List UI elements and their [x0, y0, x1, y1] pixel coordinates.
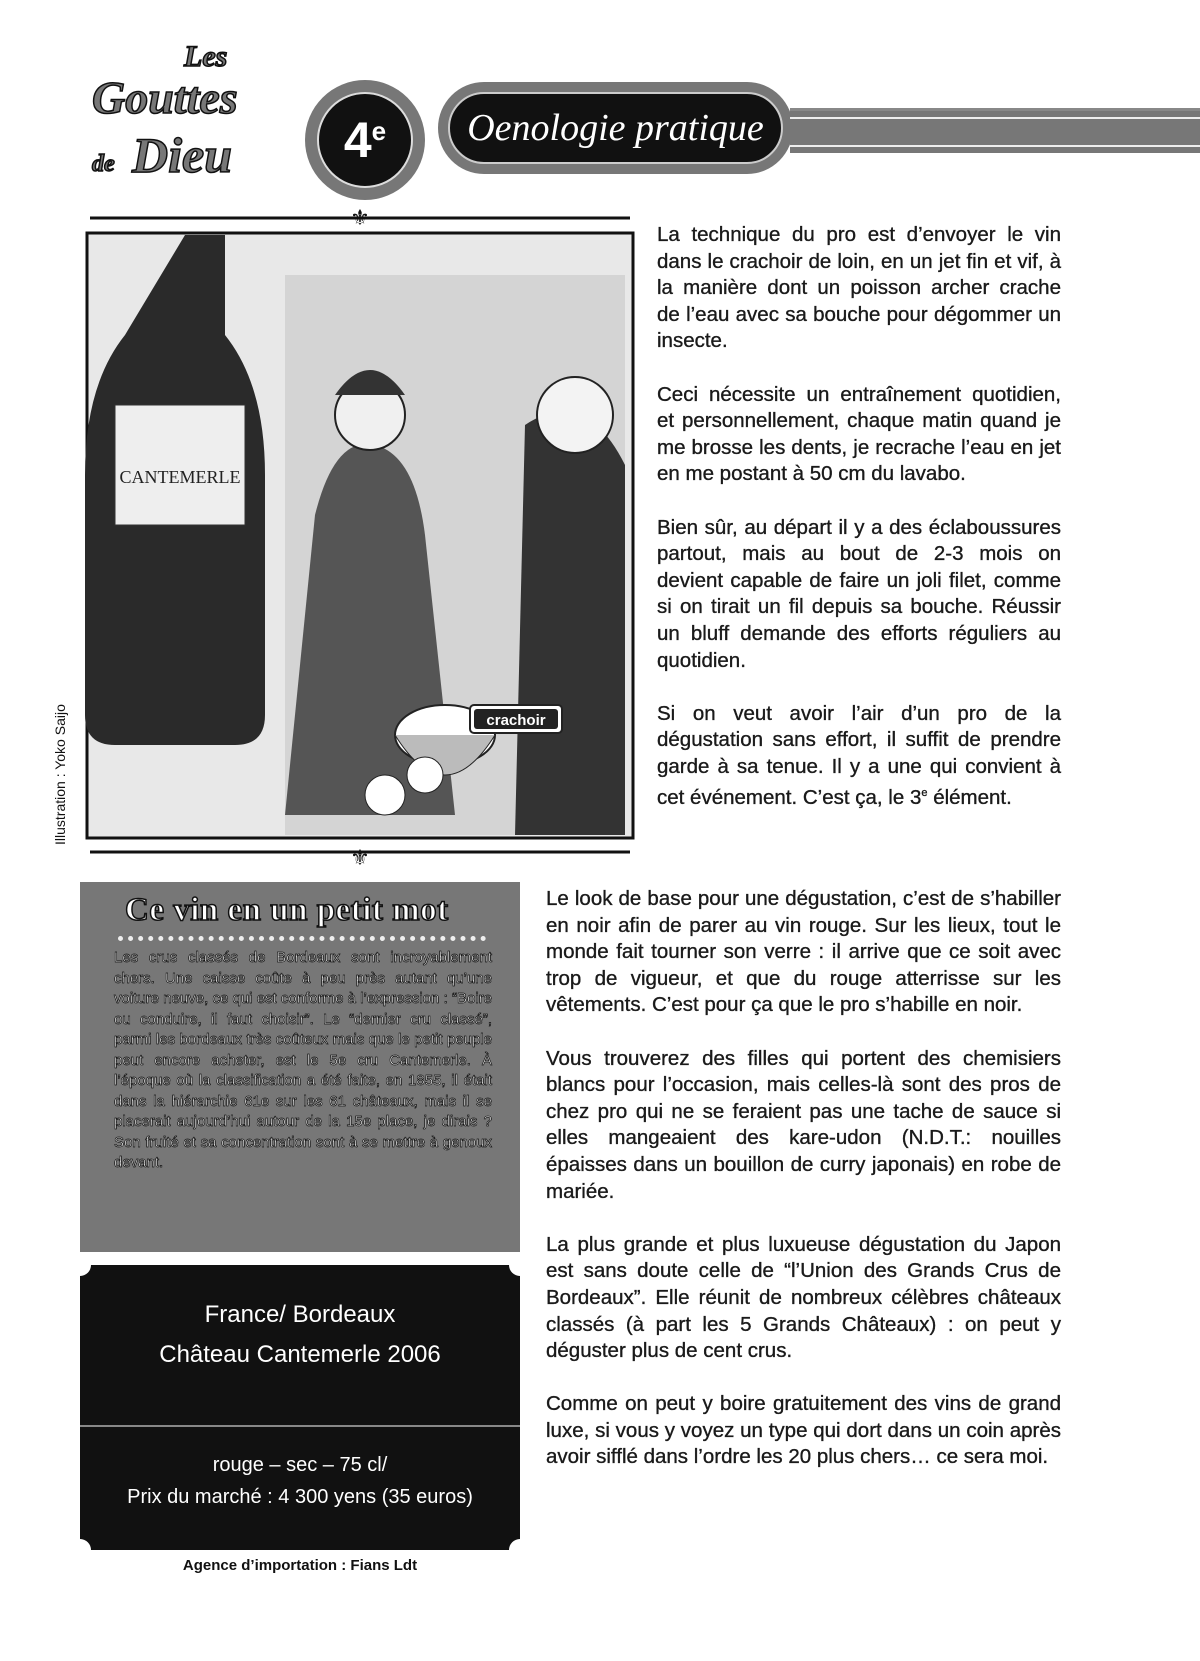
- paragraph-tail: élément.: [927, 786, 1012, 810]
- logo-text: Gouttes: [92, 72, 238, 123]
- logo-text: Dieu: [132, 127, 232, 183]
- paragraph: Le look de base pour une dégustation, c’est de s’habiller en noir afin de parer au vin rouge. Sur les lieux, tout le monde fait tourner son verre : il arrive que ce soit avec trop de vigueur, et que du rouge atterrisse sur les vêtements. C’est pour ça que le pro s’habille en noir.: [546, 887, 1061, 1017]
- paragraph: Vous trouverez des filles qui portent des chemisiers blancs pour l’occasion, mais celles-là sont des pros de chez pro qui ne se feraient pas une tache de sauce si elles mangeaient des kare-udon (N.D.T.: nouilles épaisses dans un bouillon de curry japonais) en robe de mariée.: [546, 1046, 1061, 1203]
- wine-region: France/ Bordeaux: [204, 1301, 396, 1328]
- manga-illustration: [85, 205, 635, 870]
- importer-note: Agence d’importation : Fians Ldt: [182, 1557, 418, 1574]
- section-title-pill: [438, 82, 793, 174]
- ordinal-suffix: e: [921, 787, 928, 800]
- wine-price: Prix du marché : 4 300 yens (35 euros): [127, 1486, 473, 1508]
- paragraph: La plus grande et plus luxueuse dégustation du Japon est sans doute celle de “l’Union des Grands Crus de Bordeaux”. Elle réunit de nombreux célèbres châteaux classés (à part les 5 Grands Châteaux) : on peut y déguster plus de cent crus.: [546, 1232, 1061, 1363]
- article-right-column: [657, 222, 1061, 838]
- section-title: Oenologie pratique: [467, 107, 764, 149]
- chapter-number: 4: [343, 112, 372, 168]
- wine-info-card: [80, 1265, 520, 1550]
- wine-name: Château Cantemerle 2006: [159, 1341, 441, 1368]
- paragraph: [657, 701, 1061, 812]
- paragraph: La technique du pro est d’envoyer le vin dans le crachoir de loin, en un jet fin et vif, à la manière dont un poisson archer crache de l’eau avec sa bouche pour dégommer un insecte.: [657, 223, 1061, 353]
- paragraph-text: Si on veut avoir l’air d’un pro de la dégustation sans effort, il suffit de prendre garde à sa tenue. Il y a une qui convient à cet événement. C’est ça, le: [657, 701, 1061, 810]
- summary-title: Ce vin en un petit mot: [125, 892, 449, 928]
- paragraph: Comme on peut y boire gratuitement des vins de grand luxe, si vous y voyez un type qui dort dans un coin après avoir sifflé dans l’ordre les 20 plus chers… ce sera moi.: [546, 1392, 1061, 1469]
- summary-text: Les crus classés de Bordeaux sont incroyablement chers. Une caisse coûte à peu près autant qu’une voiture neuve, ce qui est conforme à l’expression : “Boire ou conduire, il faut choisir”. Le “dernier cru classé”, parmi les bordeaux très coûteux mais que le petit peuple peut encore acheter, est le 5e cru Cantemerle. À l’époque où la classification a été faite, en 1855, il était dans la hiérarchie 61e sur les 61 châteaux, mais il se placerait aujourd’hui autour de la 15e place, je dirais ? Son fruité et sa concentration sont à se mettre à genoux devant.: [114, 949, 492, 1171]
- wine-summary-box: [80, 882, 520, 1252]
- header-bar: [790, 108, 1200, 153]
- paragraph: Ceci nécessite un entraînement quotidien, et personnellement, chaque matin quand je me brosse les dents, je recrache l’eau en jet en me postant à 50 cm du lavabo.: [657, 382, 1061, 486]
- series-logo: [92, 42, 307, 192]
- logo-text: de: [92, 151, 115, 177]
- crachoir-callout: crachoir: [486, 712, 546, 729]
- logo-text: Les: [184, 40, 228, 73]
- card-divider: [80, 1425, 520, 1427]
- svg-text:⚜: ⚜: [350, 845, 370, 870]
- ordinal: 3: [909, 786, 922, 810]
- article-lower-column: [546, 886, 1061, 1498]
- chapter-suffix: e: [371, 115, 387, 146]
- svg-text:⚜: ⚜: [350, 205, 370, 230]
- bottle-label-text: CANTEMERLE: [119, 467, 241, 487]
- dotted-divider: [118, 936, 486, 941]
- chapter-badge: [305, 80, 425, 200]
- paragraph: Bien sûr, au départ il y a des éclaboussures partout, mais au bout de 2-3 mois on devient capable de faire un joli filet, comme si on tirait un fil depuis sa bouche. Réussir un bluff demande des efforts réguliers au quotidien.: [657, 515, 1061, 672]
- wine-details: rouge – sec – 75 cl/: [212, 1454, 388, 1476]
- illustration-credit: Illustration : Yoko Saijo: [52, 704, 68, 845]
